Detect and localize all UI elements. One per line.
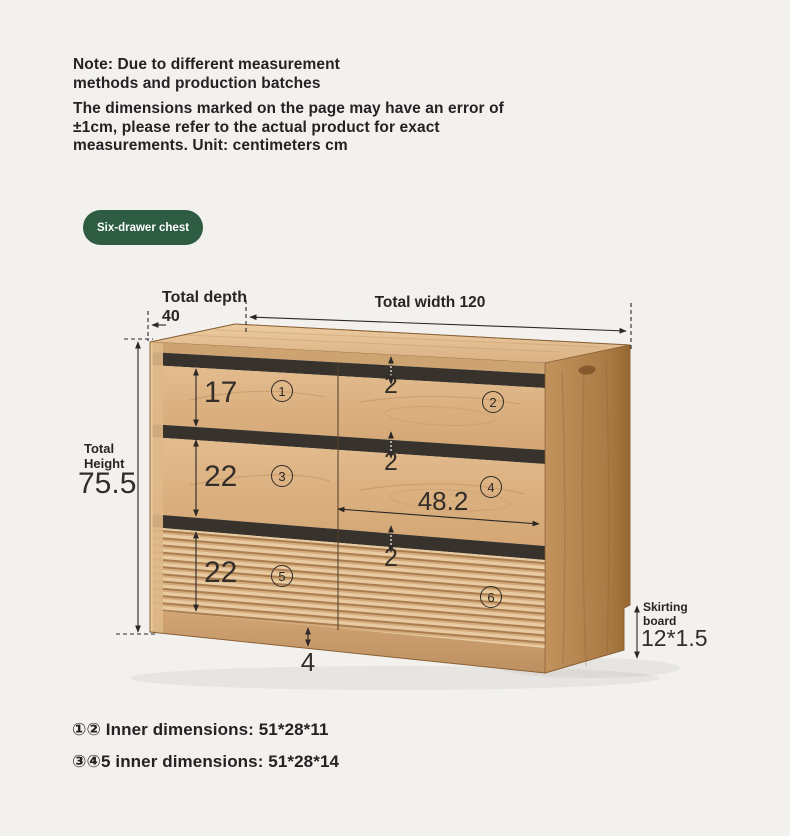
- floor-shadow: [130, 658, 680, 690]
- inner-dimensions-line-2: ③④5 inner dimensions: 51*28*14: [72, 752, 340, 771]
- drawer-number-6: 6: [480, 586, 502, 608]
- note-line: The dimensions marked on the page may have an error of: [73, 100, 504, 117]
- note-line: ±1cm, please refer to the actual product for exact: [73, 118, 440, 136]
- plinth-height-value: 4: [300, 647, 316, 677]
- drawer1-height-value: 17: [204, 376, 238, 409]
- note-line: methods and production batches: [73, 74, 321, 92]
- total-height-label: Total Height: [84, 441, 125, 471]
- total-height-value: 75.5: [78, 467, 137, 500]
- drawer2-height-value: 22: [204, 460, 238, 493]
- gap1-value: 2: [384, 371, 398, 399]
- drawer-number-1: 1: [271, 380, 293, 402]
- drawer-width-value: 48.2: [417, 486, 469, 516]
- drawer3-height-value: 22: [204, 556, 238, 589]
- product-badge: Six-drawer chest: [83, 210, 203, 245]
- skirting-value: 12*1.5: [641, 625, 708, 651]
- skirting-label: Skirting board: [643, 600, 688, 628]
- chest-side-panel: [545, 345, 630, 673]
- note-line: measurements. Unit: centimeters cm: [73, 137, 348, 154]
- gap3-value: 2: [384, 544, 398, 572]
- inner-dimensions-block: [72, 714, 339, 778]
- drawer-number-4: 4: [480, 476, 502, 498]
- inner-dimensions-line-1: ①② Inner dimensions: 51*28*11: [72, 720, 329, 739]
- total-depth-label: Total depth 40: [162, 289, 248, 325]
- total-width-label: Total width 120: [374, 294, 486, 311]
- gap2-value: 2: [384, 448, 398, 476]
- note-line: Note: Due to different measurement: [73, 56, 340, 73]
- drawer-number-5: 5: [271, 565, 293, 587]
- drawer-number-2: 2: [482, 391, 504, 413]
- drawer-number-3: 3: [271, 465, 293, 487]
